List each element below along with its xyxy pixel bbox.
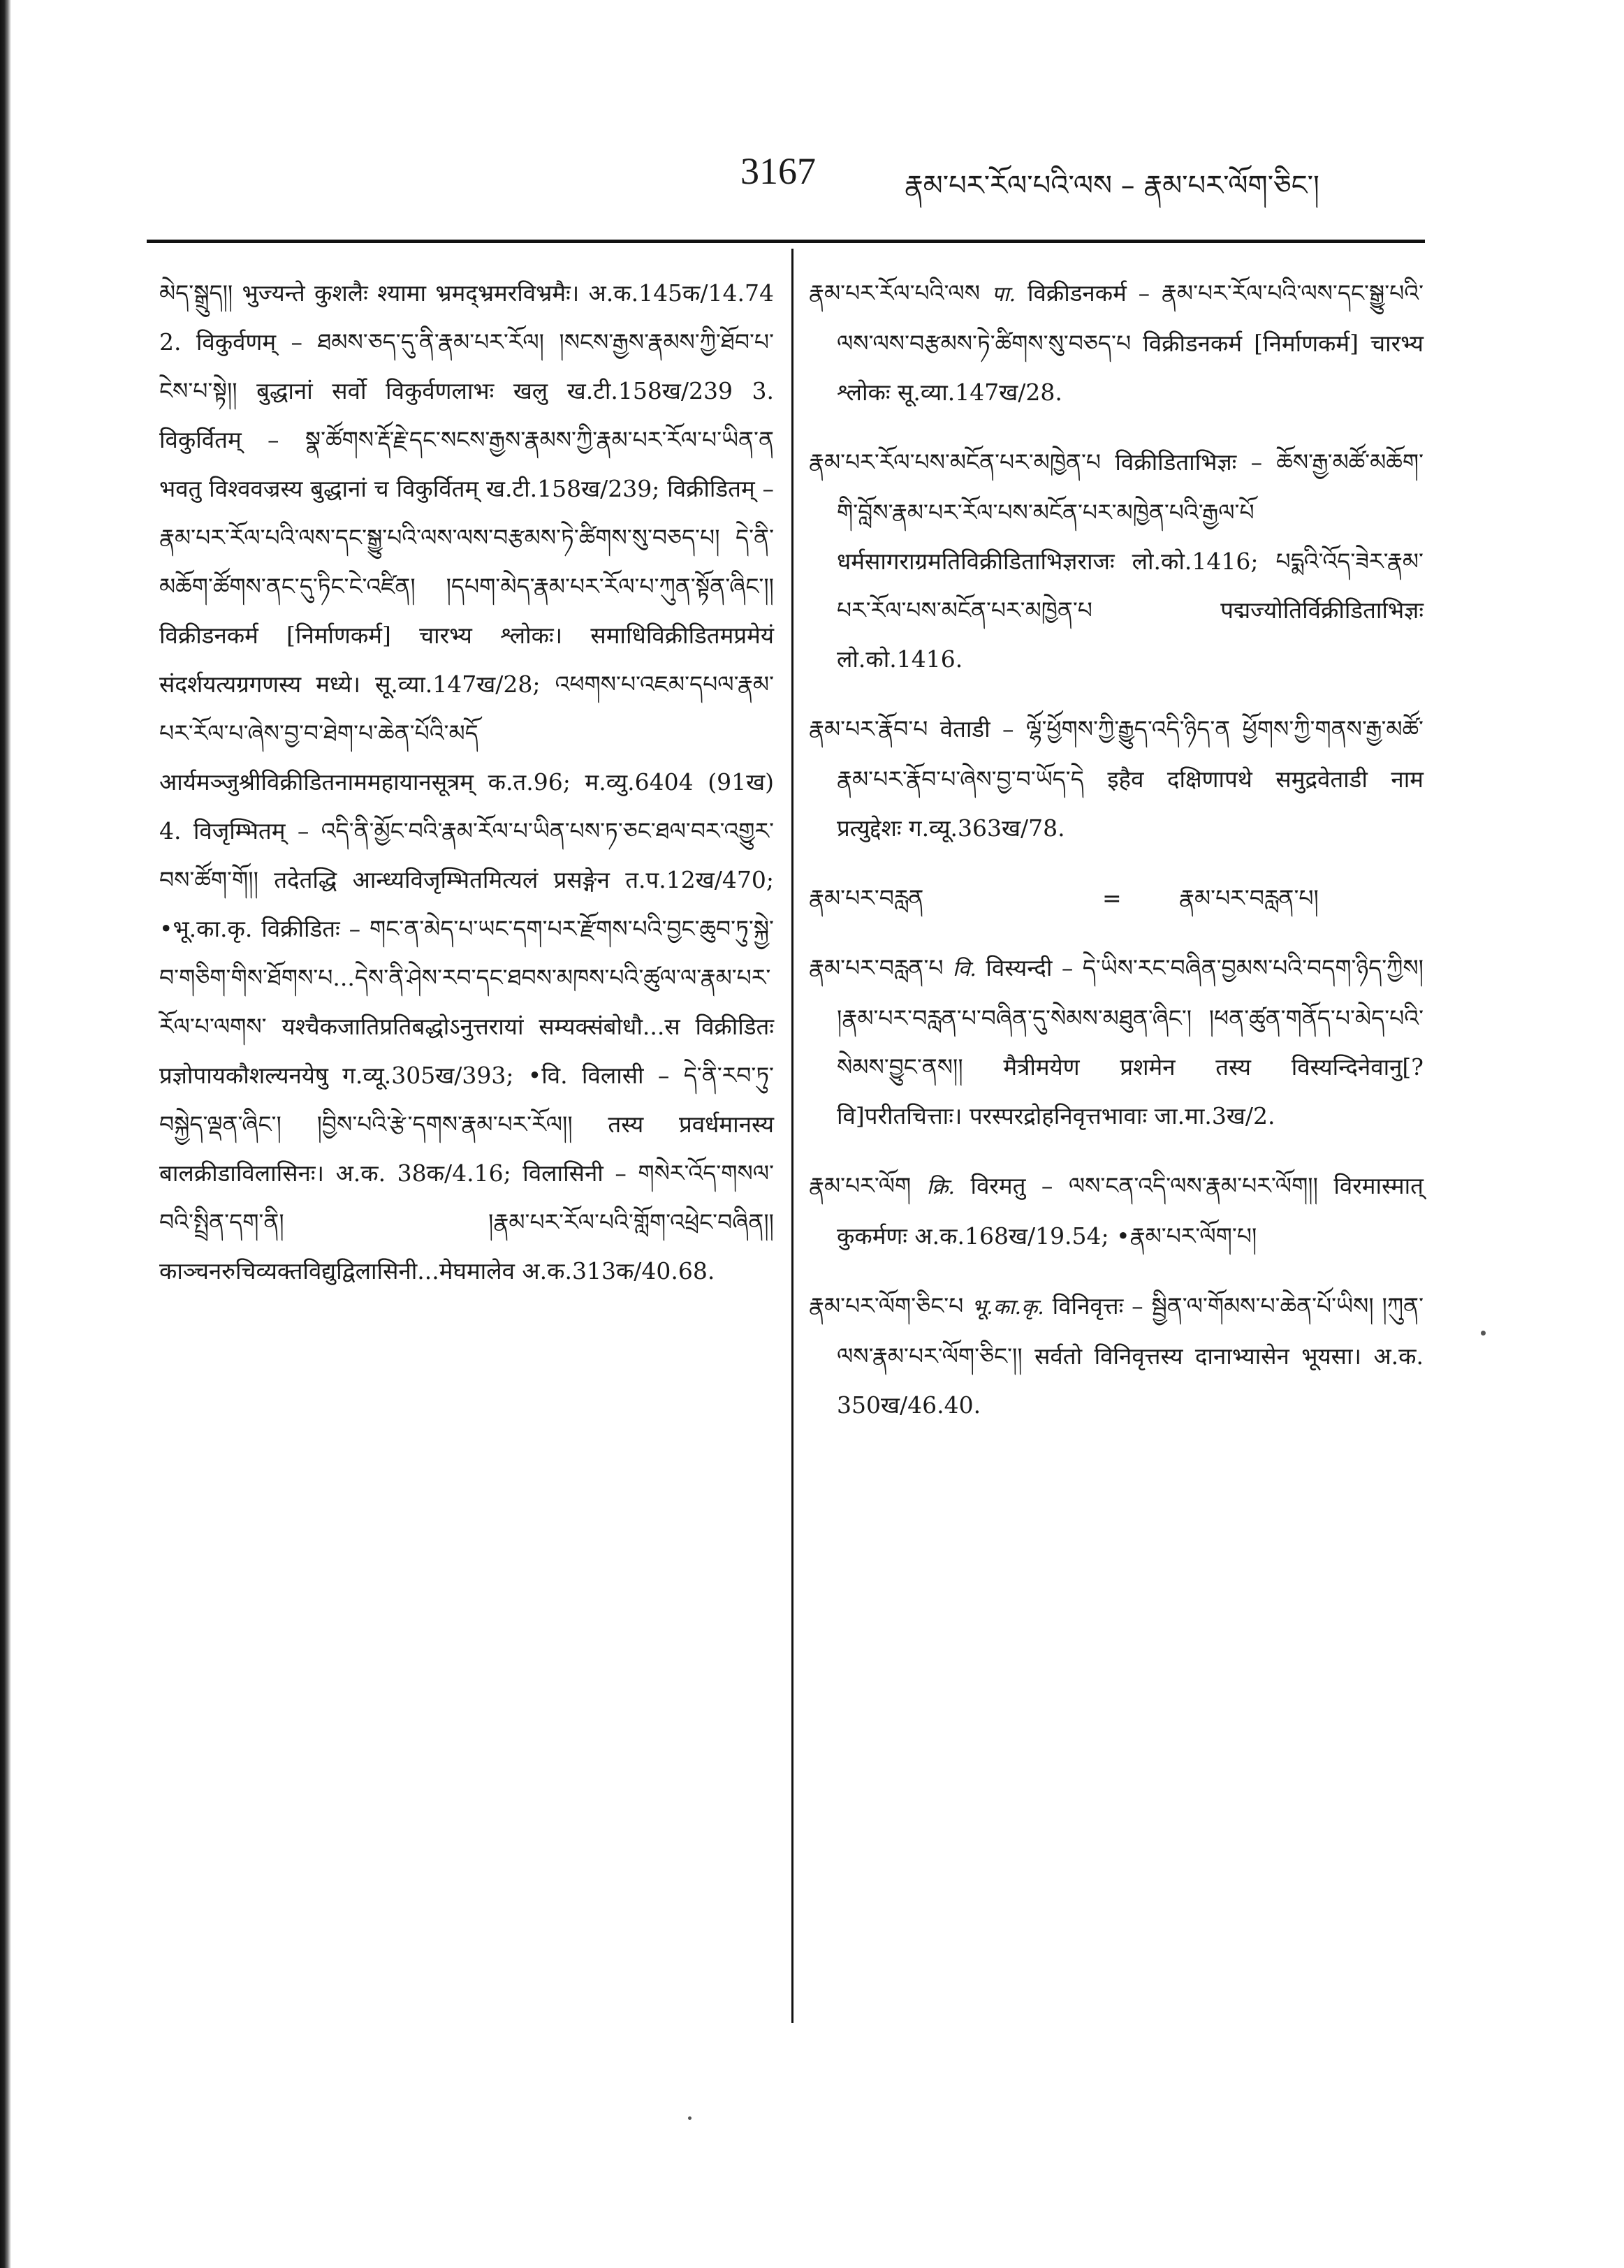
entry-body: विरमतु – ལས་ངན་འདི་ལས་རྣམ་པར་ལོག།། विरमास्मात् कुकर्मणः अ.क.168ख/19.54; •རྣམ་པར་ལོག་པ། bbox=[837, 1172, 1424, 1250]
entry-headword: རྣམ་པར་ལོག bbox=[809, 1172, 912, 1199]
continuation-paragraph: མེད་སྒྲུད།། भुज्यन्ते कुशलैः श्यामा भ्रमद्भ्रमरविभ्रमैः। अ.क.145क/14.74 2. विकुर्वणम् – ཐམས་ཅད་དུ་ནི་རྣམ་པར་རོལ། །སངས་རྒྱས་རྣམས་ཀྱི་ཐོབ་པ་ངེས་པ་སྟེ།། बुद्धानां सर्वो विकुर्वणलाभः खलु ख.टी.158ख/239 3. विकुर्वितम् – སྣ་ཚོགས་རྡོ་རྗེ་དང་སངས་རྒྱས་རྣམས་ཀྱི་རྣམ་པར་རོལ་པ་ཡིན་ན भवतु विश्ववज्रस्य बुद्धानां च विकुर्वितम् ख.टी.158ख/239; विक्रीडितम् – རྣམ་པར་རོལ་པའི་ལས་དང་སྒྱུ་པའི་ལས་ལས་བརྩམས་ཏེ་ཚིགས་སུ་བཅད་པ། དེ་ནི་མཆོག་ཚོགས་ནང་དུ་ཏིང་ངེ་འཛིན། །དཔག་མེད་རྣམ་པར་རོལ་པ་ཀུན་སྟོན་ཞིང་།། विक्रीडनकर्म [निर्माणकर्म] चारभ्य श्लोकः। समाधिविक्रीडितमप्रमेयं संदर्शयत्यग्रगणस्य मध्ये। सू.व्या.147ख/28; འཕགས་པ་འཇམ་དཔལ་རྣམ་པར་རོལ་པ་ཞེས་བྱ་བ་ཐེག་པ་ཆེན་པོའི་མདོ आर्यमञ्जुश्रीविक्रीडितनाममहायानसूत्रम् क.त.96; म.व्यु.6404 (91ख) 4. विजृम्भितम् – འདི་ནི་མྱོང་བའི་རྣམ་རོལ་པ་ཡིན་པས་ཏ་ཅང་ཐལ་བར་འགྱུར་བས་ཚོག་གོ།། तदेतद्धि आन्ध्यविजृम्भितमित्यलं प्रसङ्गेन त.प.12ख/470; •भू.का.कृ. विक्रीडितः – གང་ན་མེད་པ་ཡང་དག་པར་རྫོགས་པའི་བྱང་ཆུབ་ཏུ་སྐྱེ་བ་གཅིག་གིས་ཐོགས་པ...དེས་ནི་ཤེས་རབ་དང་ཐབས་མཁས་པའི་ཚུལ་ལ་རྣམ་པར་རོལ་པ་ལགས་ यश्चैकजातिप्रतिबद्धोऽनुत्तरायां सम्यक्संबोधौ...स विक्रीडितः प्रज्ञोपायकौशल्यनयेषु ग.व्यू.305ख/393; •वि. विलासी – དེ་ནི་རབ་ཏུ་བསྐྱེད་ལྡན་ཞིང་། །བྱིས་པའི་རྩེ་དགས་རྣམ་པར་རོལ།། तस्य प्रवर्धमानस्य बालक्रीडाविलासिनः। अ.क. 38क/4.16; विलासिनी – གསེར་འོད་གསལ་བའི་སྤྲིན་དག་ནི། །རྣམ་པར་རོལ་པའི་གློག་འཕྲེང་བཞིན།། काञ्चनरुचिव्यक्तविद्युद्विलासिनी...मेघमालेव अ.क.313क/40.68. bbox=[159, 279, 774, 1285]
entry-body: वेताडी – ལྷོ་ཕྱོགས་ཀྱི་རྒྱུད་འདི་ཉིད་ན ཕྱོགས་ཀྱི་གནས་རྒྱ་མཚོ་རྣམ་པར་རྣོབ་པ་ཞེས་བྱ་བ་ཡོད་དེ इहैव दक्षिणापथे समुद्रवेताडी नाम प्रत्युद्देशः ग.व्यू.363ख/78. bbox=[837, 715, 1424, 842]
header-rule bbox=[147, 240, 1425, 243]
column-divider bbox=[791, 249, 793, 2023]
scan-speck bbox=[1481, 1331, 1486, 1336]
entry-pos: वि. bbox=[952, 957, 976, 981]
entry-headword: རྣམ་པར་བརླན་པ bbox=[809, 954, 944, 981]
entry-headword: རྣམ་པར་རོལ་པས་མངོན་པར་མཁྱེན་པ bbox=[809, 448, 1102, 476]
dictionary-entry bbox=[809, 438, 1424, 684]
page-number: 3167 bbox=[740, 150, 816, 192]
entry-body: विक्रीडनकर्म – རྣམ་པར་རོལ་པའི་ལས་དང་སྒྱུ་པའི་ལས་ལས་བརྩམས་ཏེ་ཚིགས་སུ་བཅད་པ विक्रीडनकर्म [निर्माणकर्म] चारभ्य श्लोकः सू.व्या.147ख/28. bbox=[837, 279, 1424, 406]
scan-speck bbox=[688, 2116, 692, 2120]
entry-headword: རྣམ་པར་རོལ་པའི་ལས bbox=[809, 279, 980, 307]
equivalence-target: རྣམ་པར་བརླན་པ། bbox=[1179, 884, 1319, 912]
dictionary-entry bbox=[809, 1162, 1424, 1261]
dictionary-entry bbox=[809, 944, 1424, 1141]
entry-headword: རྣམ་པར་ལོག་ཅིང་པ bbox=[809, 1292, 964, 1319]
page-binding-edge bbox=[0, 0, 11, 2268]
entry-body: विनिवृत्तः – སྦྱིན་ལ་གོམས་པ་ཆེན་པོ་ཡིས། །ཀུན་ལས་རྣམ་པར་ལོག་ཅིང་།། सर्वतो विनिवृत्तस्य दानाभ्यासेन भूयसा। अ.क. 350ख/46.40. bbox=[837, 1292, 1424, 1419]
equals-sign: = bbox=[1102, 884, 1122, 912]
dictionary-entry bbox=[809, 1282, 1424, 1430]
left-column bbox=[159, 269, 774, 1317]
entry-pos: भू.का.कृ. bbox=[972, 1295, 1044, 1319]
running-head: རྣམ་པར་རོལ་པའི་ལས – རྣམ་པར་ལོག་ཅིང་། bbox=[905, 170, 1319, 202]
dictionary-entry bbox=[809, 269, 1424, 417]
entry-headword: རྣམ་པར་རྣོབ་པ bbox=[809, 715, 928, 742]
entry-pos: पा. bbox=[991, 282, 1016, 307]
right-column bbox=[809, 269, 1424, 1451]
equivalence-entry bbox=[809, 874, 1424, 923]
entry-pos: क्रि. bbox=[926, 1175, 956, 1199]
dictionary-entry bbox=[809, 705, 1424, 853]
entry-body: विक्रीडिताभिज्ञः – ཆོས་རྒྱ་མཚོ་མཆོག་གི་བློས་རྣམ་པར་རོལ་པས་མངོན་པར་མཁྱེན་པའི་རྒྱལ་པོ धर्मसागराग्रमतिविक्रीडिताभिज्ञराजः लो.को.1416; པདྨའི་འོད་ཟེར་རྣམ་པར་རོལ་པས་མངོན་པར་མཁྱེན་པ पद्मज्योतिर्विक्रीडिताभिज्ञः लो.को.1416. bbox=[837, 448, 1424, 673]
entry-body: विस्यन्दी – དེ་ཡིས་རང་བཞིན་བྱམས་པའི་བདག་ཉིད་ཀྱིས། །རྣམ་པར་བརླན་པ་བཞིན་དུ་སེམས་མཐུན་ཞིང་། །ཕན་ཚུན་གནོད་པ་མེད་པའི་སེམས་བྱུང་ནས།། मैत्रीमयेण प्रशमेन तस्य विस्यन्दिनेवानु[? वि]परीतचित्ताः। परस्परद्रोहनिवृत्तभावाः जा.मा.3ख/2. bbox=[837, 954, 1424, 1129]
equivalence-term: རྣམ་པར་བརླན bbox=[809, 884, 924, 912]
